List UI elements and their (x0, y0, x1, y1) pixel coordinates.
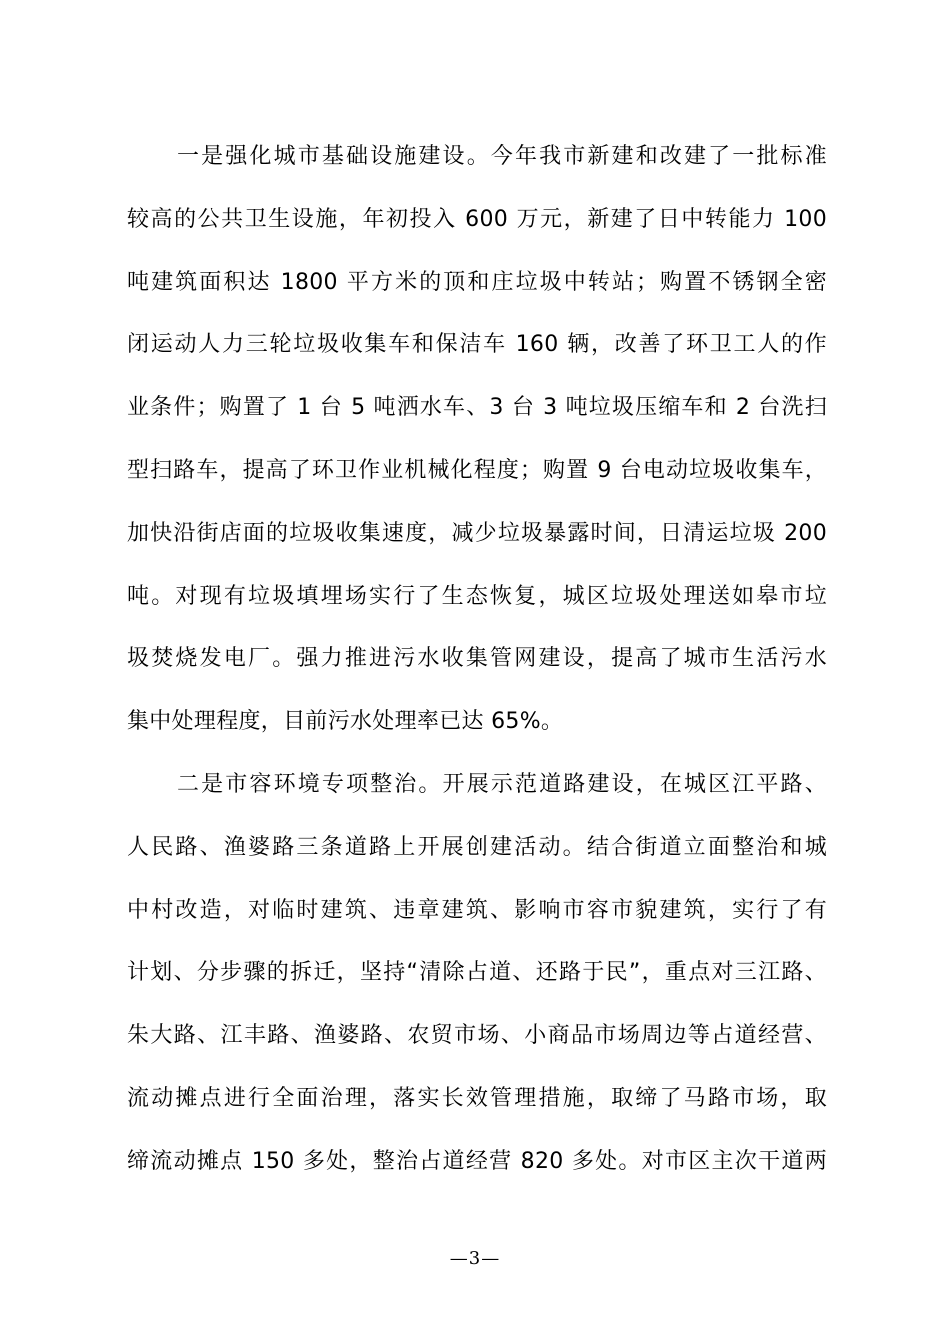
paragraph-city-appearance (127, 754, 827, 1194)
text-line: 流动摊点进行全面治理，落实长效管理措施，取缔了马路市场，取 (127, 1085, 827, 1111)
text-line: 闭运动人力三轮垃圾收集车和保洁车 160 辆，改善了环卫工人的作 (127, 332, 827, 358)
text-line: 中村改造，对临时建筑、违章建筑、影响市容市貌建筑，实行了有 (127, 897, 827, 923)
text-line: 加快沿街店面的垃圾收集速度，减少垃圾暴露时间，日清运垃圾 200 (127, 520, 827, 546)
text-line: 吨建筑面积达 1800 平方米的顶和庄垃圾中转站；购置不锈钢全密 (127, 269, 827, 295)
text-line: 圾焚烧发电厂。强力推进污水收集管网建设，提高了城市生活污水 (127, 646, 827, 672)
text-line: 型扫路车，提高了环卫作业机械化程度；购置 9 台电动垃圾收集车， (127, 457, 827, 483)
text-line: 业条件；购置了 1 台 5 吨洒水车、3 台 3 吨垃圾压缩车和 2 台洗扫 (127, 395, 827, 421)
text-line: 计划、分步骤的拆迁，坚持“清除占道、还路于民”，重点对三江路、 (127, 960, 827, 986)
text-line: 集中处理程度，目前污水处理率已达 65%。 (127, 709, 564, 735)
text-line: 缔流动摊点 150 多处，整治占道经营 820 多处。对市区主次干道两 (127, 1148, 827, 1174)
text-line: 一是强化城市基础设施建设。今年我市新建和改建了一批标准 (177, 144, 827, 169)
page-number: —3— (449, 1248, 501, 1269)
text-line: 较高的公共卫生设施，年初投入 600 万元，新建了日中转能力 100 (127, 206, 827, 232)
text-line: 朱大路、江丰路、渔婆路、农贸市场、小商品市场周边等占道经营、 (127, 1023, 827, 1049)
paragraph-infrastructure (127, 126, 827, 754)
text-line: 吨。对现有垃圾填埋场实行了生态恢复，城区垃圾处理送如皋市垃 (127, 583, 827, 609)
text-line: 二是市容环境专项整治。开展示范道路建设，在城区江平路、 (177, 772, 827, 797)
text-line: 人民路、渔婆路三条道路上开展创建活动。结合街道立面整治和城 (127, 834, 827, 860)
